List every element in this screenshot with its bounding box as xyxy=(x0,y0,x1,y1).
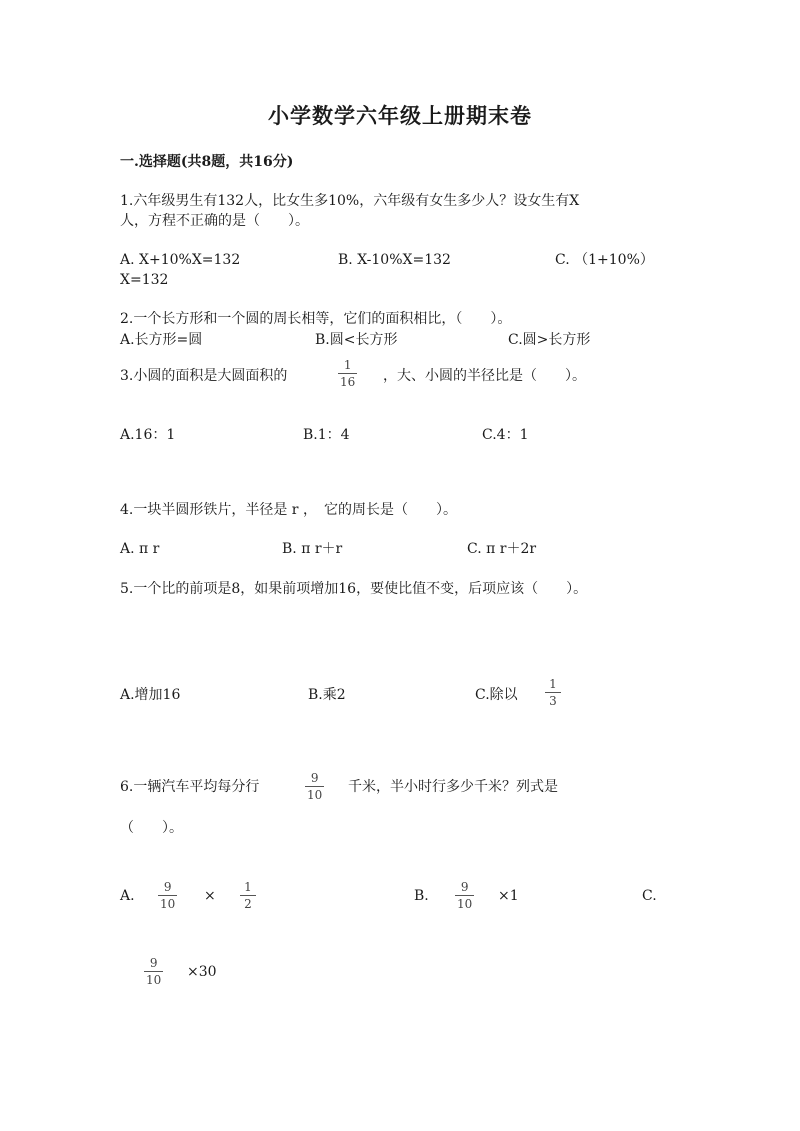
q5-option-b: B.乘2 xyxy=(308,687,346,703)
q6-fraction-numerator: 9 xyxy=(310,771,319,785)
q5-option-c-fraction xyxy=(545,677,561,708)
q6-fraction xyxy=(305,771,324,802)
q6-stem-post: 千米，半小时行多少千米？列式是 xyxy=(348,779,558,795)
q2-option-b: B.圆<长方形 xyxy=(315,332,398,348)
fraction-bar xyxy=(240,895,256,896)
section-heading: 一.选择题(共8题，共16分) xyxy=(120,154,294,170)
q6-fraction-denominator: 10 xyxy=(307,788,323,802)
fraction-bar xyxy=(455,895,474,896)
fraction-bar xyxy=(338,373,357,374)
q2-option-a: A.长方形=圆 xyxy=(120,332,203,348)
q4-stem: 4.一块半圆形铁片，半径是 r ， 它的周长是（ ）。 xyxy=(120,502,457,518)
q6-option-b-operator: ×1 xyxy=(498,888,519,904)
q6-option-a-fraction-1 xyxy=(158,880,177,911)
q1-option-a: A. X+10%X=132 xyxy=(120,252,241,268)
q4-option-c: C. π r＋2r xyxy=(467,541,537,557)
q6-option-c-label: C. xyxy=(642,888,657,904)
q5-fraction-denominator: 3 xyxy=(549,694,557,708)
q1-stem-line1: 1.六年级男生有132人，比女生多10%，六年级有女生多少人？设女生有X xyxy=(120,193,580,209)
q1-stem-line2: 人，方程不正确的是（ ）。 xyxy=(120,213,309,229)
q2-stem: 2.一个长方形和一个圆的周长相等，它们的面积相比，（ ）。 xyxy=(120,311,512,327)
q6-option-a-operator: × xyxy=(204,888,216,904)
q5-fraction-numerator: 1 xyxy=(549,677,557,691)
q5-stem: 5.一个比的前项是8，如果前项增加16，要使比值不变，后项应该（ ）。 xyxy=(120,581,588,597)
q4-option-a: A. π r xyxy=(120,541,160,557)
fraction-denominator: 10 xyxy=(457,897,473,911)
q3-stem-pre: 3.小圆的面积是大圆面积的 xyxy=(120,368,288,384)
fraction-numerator: 1 xyxy=(244,880,252,894)
q5-option-c: C.除以 xyxy=(475,687,518,703)
q1-option-b: B. X-10%X=132 xyxy=(338,252,451,268)
q6-option-a-fraction-2 xyxy=(240,880,256,911)
q5-option-a: A.增加16 xyxy=(120,687,181,703)
fraction-bar xyxy=(545,692,561,693)
fraction-bar xyxy=(158,895,177,896)
q6-option-b-fraction xyxy=(455,880,474,911)
q3-fraction-numerator: 1 xyxy=(343,358,352,372)
q6-option-b-label: B. xyxy=(414,888,429,904)
page-title: 小学数学六年级上册期末卷 xyxy=(268,103,532,128)
q4-option-b: B. π r＋r xyxy=(282,541,343,557)
fraction-bar xyxy=(144,971,163,972)
fraction-denominator: 2 xyxy=(244,897,252,911)
q1-option-c: C. （1+10%） xyxy=(555,252,654,268)
q2-option-c: C.圆>长方形 xyxy=(508,332,591,348)
fraction-numerator: 9 xyxy=(460,880,469,894)
q6-option-c-operator: ×30 xyxy=(187,964,217,980)
q3-stem-post: ，大、小圆的半径比是（ ）。 xyxy=(383,368,586,384)
q6-stem-line2: （ ）。 xyxy=(120,820,183,836)
q3-option-a: A.16：1 xyxy=(120,427,176,443)
fraction-denominator: 10 xyxy=(146,973,162,987)
fraction-numerator: 9 xyxy=(163,880,172,894)
q3-fraction xyxy=(338,358,357,389)
q6-option-c-fraction xyxy=(144,956,163,987)
q1-option-c-cont: X=132 xyxy=(120,272,169,288)
fraction-numerator: 9 xyxy=(149,956,158,970)
q3-fraction-denominator: 16 xyxy=(340,375,356,389)
q3-option-c: C.4：1 xyxy=(482,427,529,443)
fraction-bar xyxy=(305,786,324,787)
q3-option-b: B.1：4 xyxy=(303,427,350,443)
q6-stem-pre: 6.一辆汽车平均每分行 xyxy=(120,779,260,795)
fraction-denominator: 10 xyxy=(160,897,176,911)
q6-option-a-label: A. xyxy=(120,888,135,904)
